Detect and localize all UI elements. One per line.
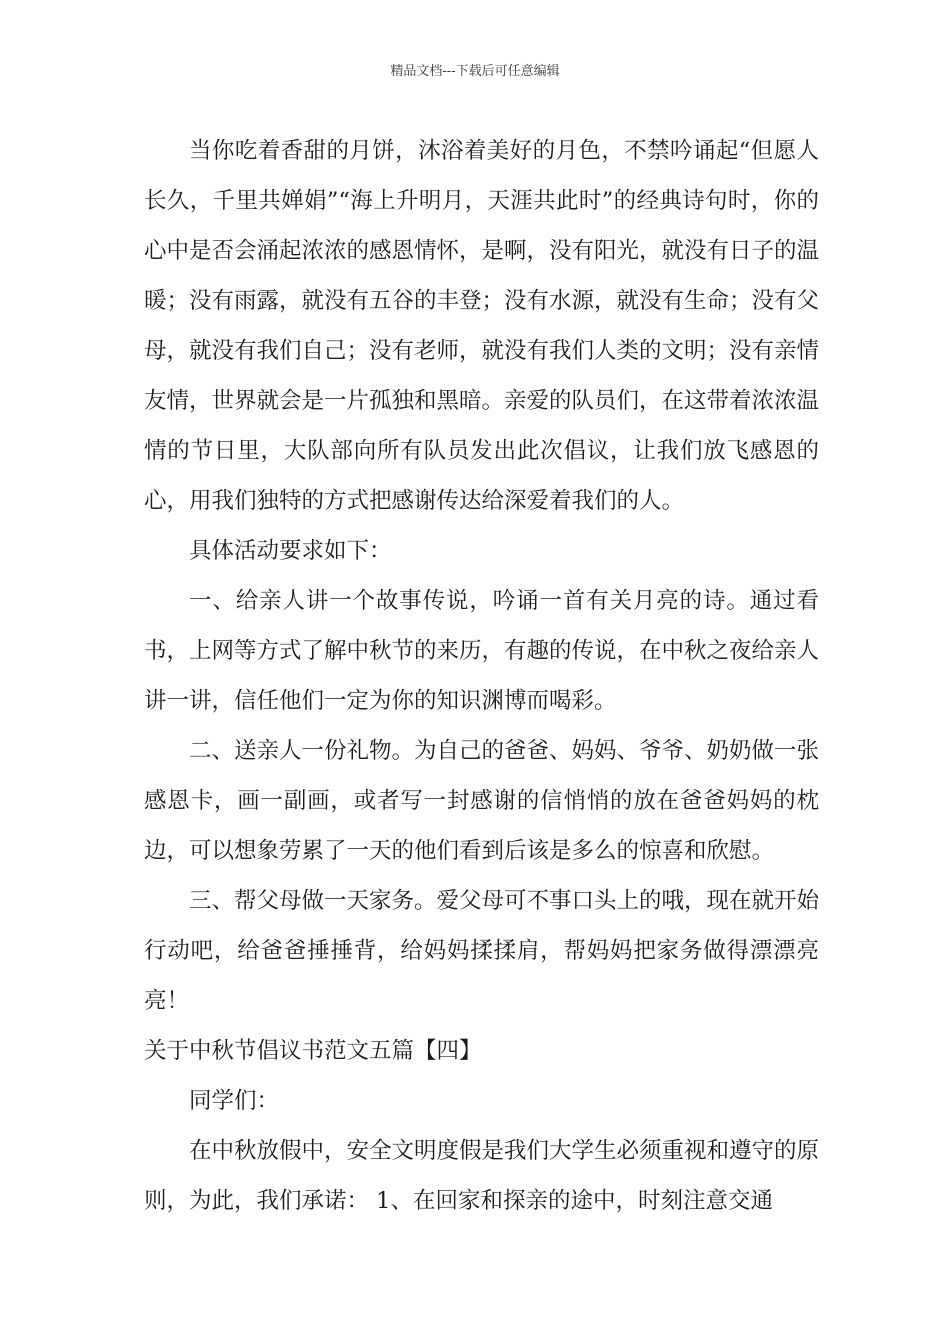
document-body [144,126,819,1226]
pledge-paragraph: 在中秋放假中，安全文明度假是我们大学生必须重视和遵守的原则，为此，我们承诺： 1、在回家和探亲的途中，时刻注意交通 [144,1138,820,1214]
page-header: 精品文档---下载后可任意编辑 [390,64,560,79]
requirements-heading: 具体活动要求如下： [189,538,392,564]
activity-one-paragraph: 一、给亲人讲一个故事传说，吟诵一首有关月亮的诗。通过看书，上网等方式了解中秋节的来历，有趣的传说，在中秋之夜给亲人讲一讲，信任他们一定为你的知识渊博而喝彩。 [144,588,820,714]
section-title: 关于中秋节倡议书范文五篇【四】 [144,1038,482,1064]
activity-two-paragraph: 二、送亲人一份礼物。为自己的爸爸、妈妈、爷爷、奶奶做一张感恩卡，画一副画，或者写一封感谢的信悄悄的放在爸爸妈妈的枕边，可以想象劳累了一天的他们看到后该是多么的惊喜和欣慰。 [144,738,820,864]
activity-three-paragraph: 三、帮父母做一天家务。爱父母可不事口头上的哦，现在就开始行动吧，给爸爸捶捶背，给妈妈揉揉肩，帮妈妈把家务做得漂漂亮亮！ [144,888,820,1014]
greeting-line: 同学们： [189,1088,280,1114]
intro-paragraph: 当你吃着香甜的月饼，沐浴着美好的月色，不禁吟诵起“但愿人长久，千里共婵娟”“海上升明月，天涯共此时”的经典诗句时，你的心中是否会涌起浓浓的感恩情怀，是啊，没有阳光，就没有日子的温暖；没有雨露，就没有五谷的丰登；没有水源，就没有生命；没有父母，就没有我们自己；没有老师，就没有我们人类的文明；没有亲情友情，世界就会是一片孤独和黑暗。亲爱的队员们，在这带着浓浓温情的节日里，大队部向所有队员发出此次倡议，让我们放飞感恩的心，用我们独特的方式把感谢传达给深爱着我们的人。 [144,138,820,514]
